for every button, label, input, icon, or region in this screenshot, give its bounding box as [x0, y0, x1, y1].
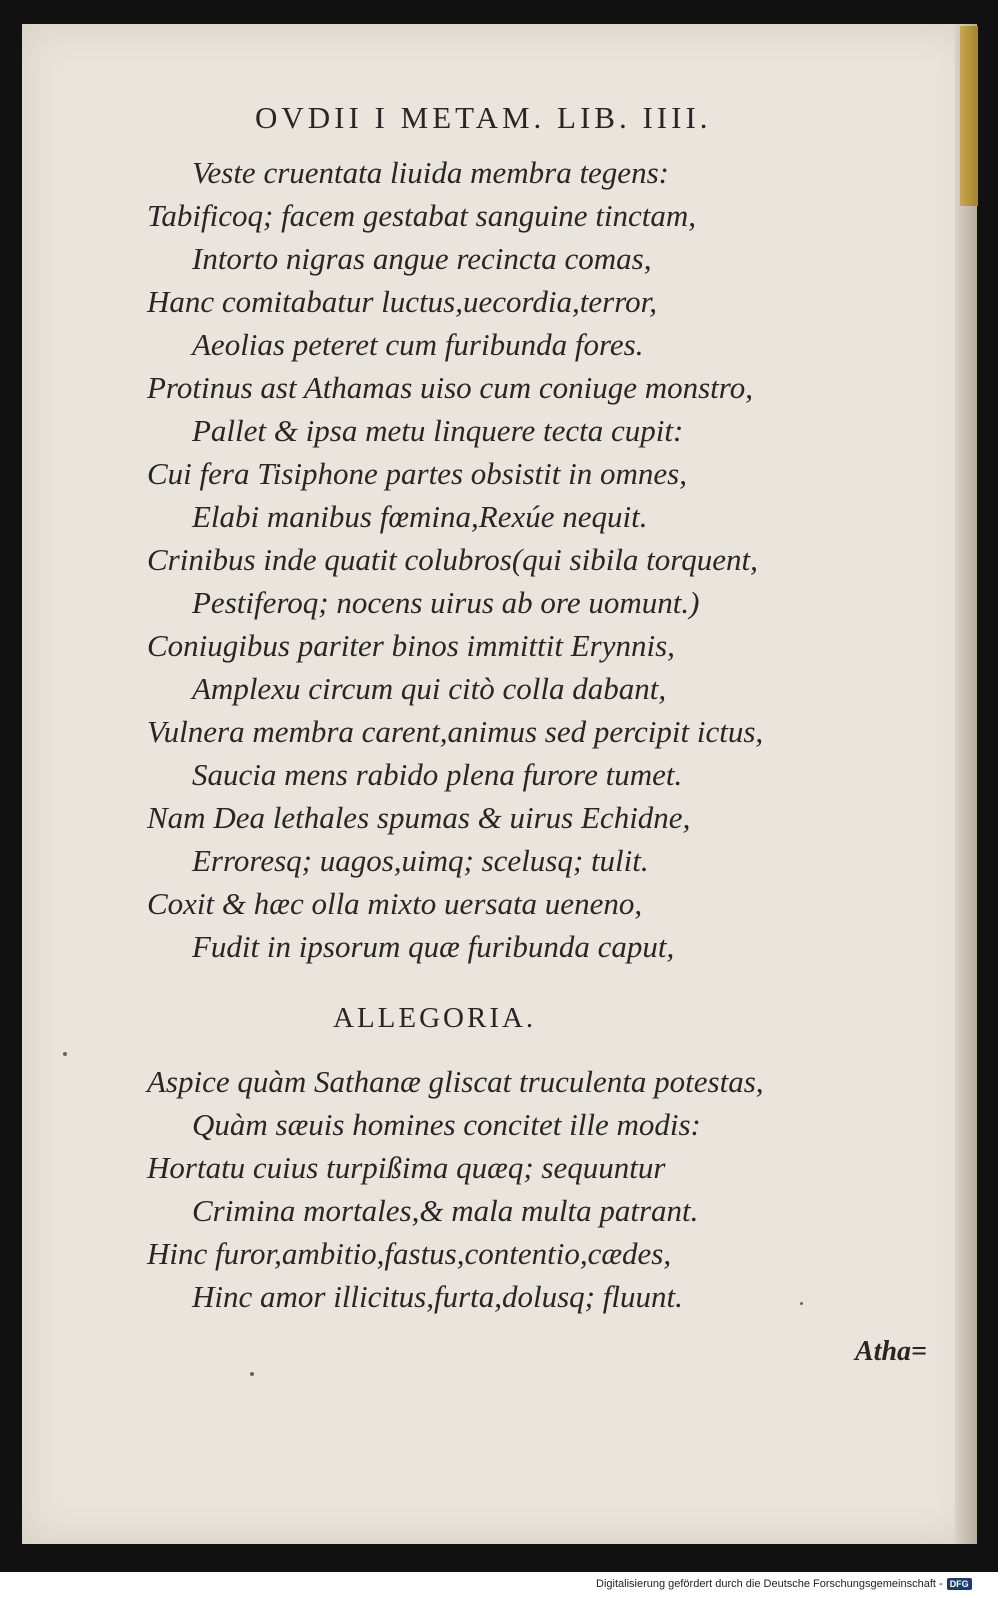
dfg-logo: DFG [947, 1578, 972, 1590]
verse-line: Nam Dea lethales spumas & uirus Echidne, [147, 800, 691, 835]
verse-line: Aspice quàm Sathanæ gliscat truculenta potestas, [147, 1064, 764, 1099]
ink-speck [63, 1052, 67, 1056]
catchword: Atha= [855, 1336, 927, 1367]
digitization-credit [596, 1578, 972, 1590]
verse-line: Aeolias peteret cum furibunda fores. [192, 327, 644, 362]
verse-line: Protinus ast Athamas uiso cum coniuge monstro, [147, 370, 753, 405]
verse-line: Crimina mortales,& mala multa patrant. [192, 1193, 699, 1228]
verse-line: Veste cruentata liuida membra tegens: [192, 155, 669, 190]
verse-line: Hinc amor illicitus,furta,dolusq; fluunt. [192, 1279, 683, 1314]
verse-line: Cui fera Tisiphone partes obsistit in omnes, [147, 456, 687, 491]
verse-line: Erroresq; uagos,uimq; scelusq; tulit. [192, 843, 649, 878]
ink-speck [250, 1372, 254, 1376]
verse-line: Vulnera membra carent,animus sed percipit ictus, [147, 714, 764, 749]
section-heading: ALLEGORIA. [333, 1002, 537, 1034]
verse-line: Quàm sæuis homines concitet ille modis: [192, 1107, 701, 1142]
verse-line: Pallet & ipsa metu linquere tecta cupit: [192, 413, 684, 448]
verse-line: Hortatu cuius turpißima quæq; sequuntur [147, 1150, 666, 1185]
verse-line: Elabi manibus fœmina,Rexúe nequit. [192, 499, 648, 534]
verse-line: Intorto nigras angue recincta comas, [192, 241, 652, 276]
credit-text: Digitalisierung gefördert durch die Deutsche Forschungsgemeinschaft - [596, 1578, 943, 1590]
verse-line: Saucia mens rabido plena furore tumet. [192, 757, 683, 792]
ink-speck [800, 1302, 803, 1305]
verse-line: Hinc furor,ambitio,fastus,contentio,cædes, [147, 1236, 672, 1271]
gilt-edge [960, 26, 978, 206]
verse-line: Coniugibus pariter binos immittit Erynnis, [147, 628, 675, 663]
running-head: OVDII I METAM. LIB. IIII. [255, 100, 712, 135]
verse-line: Tabificoq; facem gestabat sanguine tinctam, [147, 198, 697, 233]
verse-line: Coxit & hæc olla mixto uersata ueneno, [147, 886, 643, 921]
verse-line: Fudit in ipsorum quæ furibunda caput, [192, 929, 675, 964]
page-edge [955, 24, 977, 1544]
verse-line: Hanc comitabatur luctus,uecordia,terror, [147, 284, 658, 319]
verse-line: Crinibus inde quatit colubros(qui sibila torquent, [147, 542, 758, 577]
verse-line: Pestiferoq; nocens uirus ab ore uomunt.) [192, 585, 700, 620]
verse-line: Amplexu circum qui citò colla dabant, [192, 671, 667, 706]
